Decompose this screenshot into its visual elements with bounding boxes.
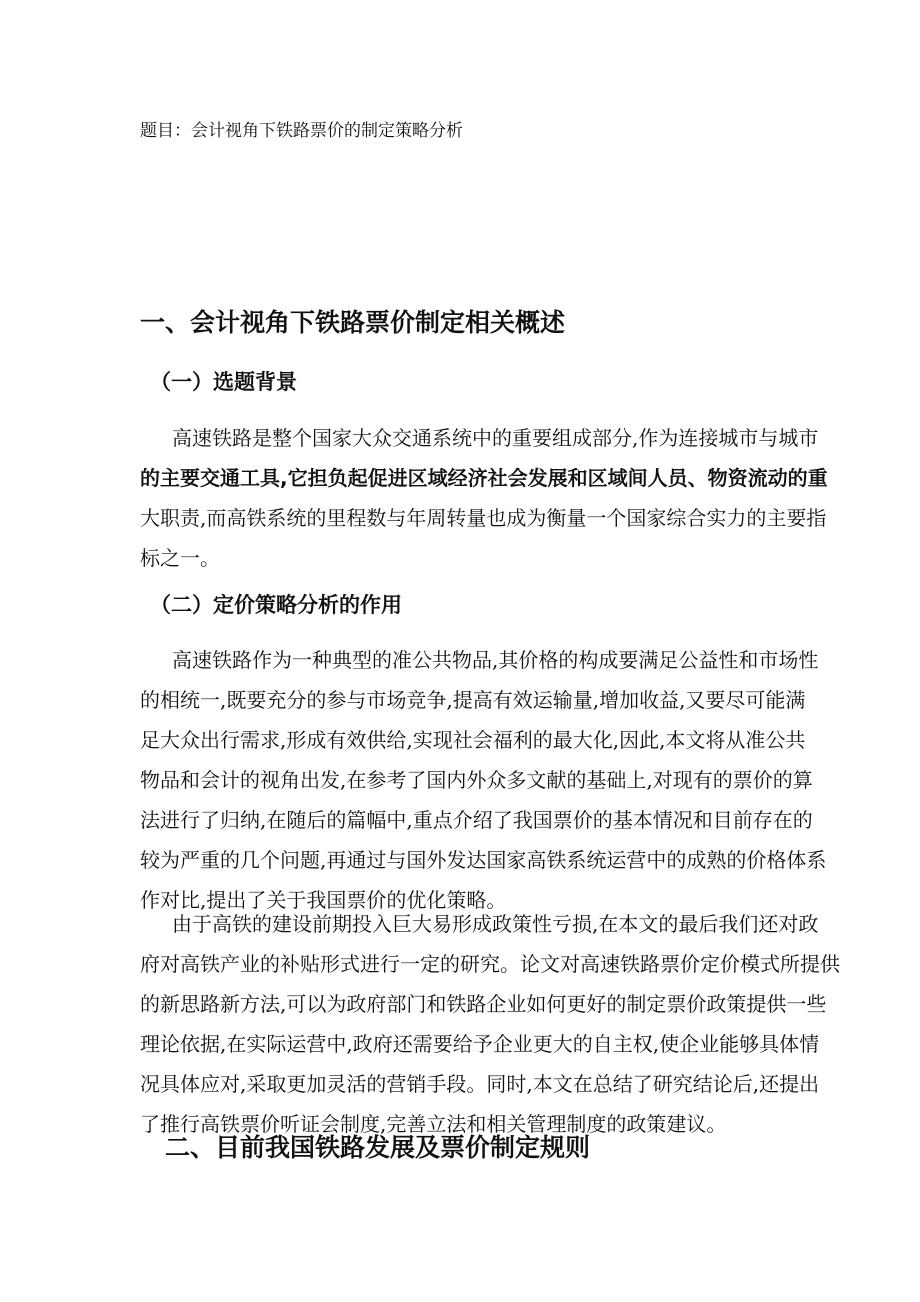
document-title: 题目：会计视角下铁路票价的制定策略分析 bbox=[140, 121, 463, 141]
paragraph-role-1 bbox=[140, 640, 827, 920]
subsection-heading-2: （二）定价策略分析的作用 bbox=[150, 593, 402, 617]
text-line: 物品和会计的视角出发,在参考了国内外众多文献的基础上,对现有的票价的算 bbox=[140, 768, 813, 792]
text-line: 府对高铁产业的补贴形式进行一定的研究。论文对高速铁路票价定价模式所提供 bbox=[140, 952, 840, 976]
text-line: 标之一。 bbox=[140, 546, 220, 570]
text-line: 作对比,提出了关于我国票价的优化策略。 bbox=[140, 888, 507, 912]
text-line: 足大众出行需求,形成有效供给,实现社会福利的最大化,因此,本文将从准公共 bbox=[140, 728, 806, 752]
text-line: 法进行了归纳,在随后的篇幅中,重点介绍了我国票价的基本情况和目前存在的 bbox=[140, 808, 813, 832]
text-line: 高速铁路作为一种典型的准公共物品,其价格的构成要满足公益性和市场性 bbox=[172, 648, 819, 672]
text-line: 较为严重的几个问题,再通过与国外发达国家高铁系统运营中的成熟的价格体系 bbox=[140, 848, 827, 872]
text-line: 的新思路新方法,可以为政府部门和铁路企业如何更好的制定票价政策提供一些 bbox=[140, 992, 827, 1016]
section-heading-1: 一、会计视角下铁路票价制定相关概述 bbox=[140, 308, 566, 337]
paragraph-role-2 bbox=[140, 904, 840, 1144]
text-line: 况具体应对,采取更加灵活的营销手段。同时,本文在总结了研究结论后,还提出 bbox=[140, 1072, 820, 1096]
text-line: 的主要交通工具,它担负起促进区域经济社会发展和区域间人员、物资流动的重 bbox=[140, 466, 828, 490]
section-heading-2: 二、目前我国铁路发展及票价制定规则 bbox=[165, 1133, 591, 1162]
text-line: 高速铁路是整个国家大众交通系统中的重要组成部分,作为连接城市与城市 bbox=[172, 426, 819, 450]
text-line: 由于高铁的建设前期投入巨大易形成政策性亏损,在本文的最后我们还对政 bbox=[172, 912, 819, 936]
text-line: 了推行高铁票价听证会制度,完善立法和相关管理制度的政策建议。 bbox=[140, 1112, 727, 1136]
subsection-heading-1: （一）选题背景 bbox=[150, 370, 297, 394]
paragraph-background bbox=[140, 418, 828, 578]
text-line: 理论依据,在实际运营中,政府还需要给予企业更大的自主权,使企业能够具体情 bbox=[140, 1032, 820, 1056]
text-line: 的相统一,既要充分的参与市场竞争,提高有效运输量,增加收益,又要尽可能满 bbox=[140, 688, 806, 712]
text-line: 大职责,而高铁系统的里程数与年周转量也成为衡量一个国家综合实力的主要指 bbox=[140, 506, 827, 530]
